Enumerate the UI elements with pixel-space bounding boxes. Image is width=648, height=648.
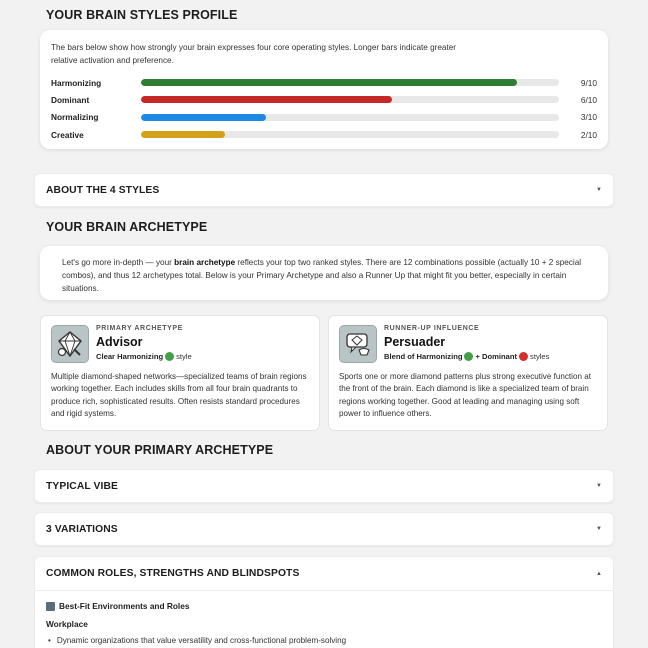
style-bar-fill (141, 79, 517, 86)
accordion-label: ABOUT THE 4 STYLES (46, 184, 160, 196)
style-bar-score: 2/10 (580, 129, 597, 140)
workplace-label: Workplace (46, 619, 88, 629)
accordion-about-styles[interactable] (34, 173, 614, 207)
runner-up-style-text: Blend of Harmonizing (384, 352, 463, 361)
persuader-icon (339, 325, 377, 363)
style-bar-label: Harmonizing (51, 77, 102, 88)
style-bar-fill (141, 114, 266, 121)
about-primary-title: ABOUT YOUR PRIMARY ARCHETYPE (46, 443, 274, 457)
accordion-typical-vibe[interactable] (34, 469, 614, 503)
primary-archetype-name: Advisor (96, 335, 143, 349)
style-bars (51, 74, 597, 143)
runner-up-archetype-name: Persuader (384, 335, 446, 349)
red-circle-icon (519, 352, 528, 361)
style-bar-label: Dominant (51, 94, 90, 105)
archetype-intro (40, 246, 608, 300)
primary-kicker: PRIMARY ARCHETYPE (96, 325, 183, 332)
runner-up-archetype-description: Sports one or more diamond patterns plus strong executive function at the front of the brain. Each diamond is like a specialized team of brain regions working together. Good at leading and managing using soft power to influence others. (339, 372, 591, 418)
style-bar-fill (141, 96, 392, 103)
runner-up-archetype-card (328, 315, 608, 431)
chevron-down-icon: ▼ (596, 187, 602, 193)
runner-up-style-suffix: styles (530, 352, 550, 361)
style-bar-label: Normalizing (51, 112, 99, 123)
style-bar-row (51, 74, 597, 91)
accordion-label: COMMON ROLES, STRENGTHS AND BLINDSPOTS (46, 568, 300, 579)
style-bar-score: 9/10 (580, 77, 597, 88)
accordion-roles-body (35, 591, 613, 648)
style-bar-track (141, 131, 559, 138)
office-building-icon (46, 602, 55, 611)
style-bar-row (51, 91, 597, 108)
accordion-roles (34, 556, 614, 648)
intro-text-start: Let's go more in-depth — your (62, 258, 175, 267)
environments-heading (46, 601, 602, 611)
primary-style-text: Clear Harmonizing (96, 352, 164, 361)
style-bar-label: Creative (51, 129, 84, 140)
chevron-down-icon: ▼ (596, 483, 602, 489)
style-bar-track (141, 114, 559, 121)
style-bar-row (51, 109, 597, 126)
profile-description: The bars below show how strongly your brain expresses four core operating styles. Longer bars indicate greater relative activation and preference. (51, 43, 457, 65)
profile-title: YOUR BRAIN STYLES PROFILE (46, 8, 238, 22)
accordion-label: TYPICAL VIBE (46, 480, 118, 492)
accordion-label: 3 VARIATIONS (46, 523, 118, 535)
profile-card (40, 30, 608, 149)
list-item: • Dynamic organizations that value versatility and cross-functional problem-solving (46, 636, 602, 645)
runner-up-kicker: RUNNER-UP INFLUENCE (384, 325, 480, 332)
archetype-title: YOUR BRAIN ARCHETYPE (46, 220, 208, 234)
advisor-icon (51, 325, 89, 363)
style-bar-fill (141, 131, 225, 138)
green-circle-icon (464, 352, 473, 361)
chevron-up-icon: ▲ (596, 570, 602, 577)
primary-archetype-style (96, 352, 192, 361)
primary-archetype-card (40, 315, 320, 431)
environments-heading-text: Best-Fit Environments and Roles (59, 601, 190, 611)
style-bar-track (141, 79, 559, 86)
style-bar-track (141, 96, 559, 103)
intro-text-bold: brain archetype (174, 258, 236, 267)
primary-style-suffix: style (176, 352, 192, 361)
style-bar-score: 6/10 (580, 94, 597, 105)
green-circle-icon (165, 352, 174, 361)
intro-text-end: reflects your top two ranked styles. There are 12 combinations possible (actually 10 + 2 special combos), and thus 12 archetypes total. Below is your Primary Archetype and also a Runner Up that might fit you better, especially in certain situations. (62, 258, 582, 293)
accordion-variations[interactable] (34, 512, 614, 546)
style-bar-row (51, 126, 597, 143)
runner-up-style-middle: + Dominant (475, 352, 518, 361)
style-bar-score: 3/10 (580, 112, 597, 123)
chevron-down-icon: ▼ (596, 526, 602, 532)
primary-archetype-description: Multiple diamond-shaped networks—specialized teams of brain regions working together. Each includes skills from all four brain quadrants to produce rich, sophisticated results. Often resists standard procedures and rigid systems. (51, 372, 307, 418)
accordion-roles-header[interactable] (35, 557, 613, 591)
runner-up-archetype-style (384, 352, 549, 361)
